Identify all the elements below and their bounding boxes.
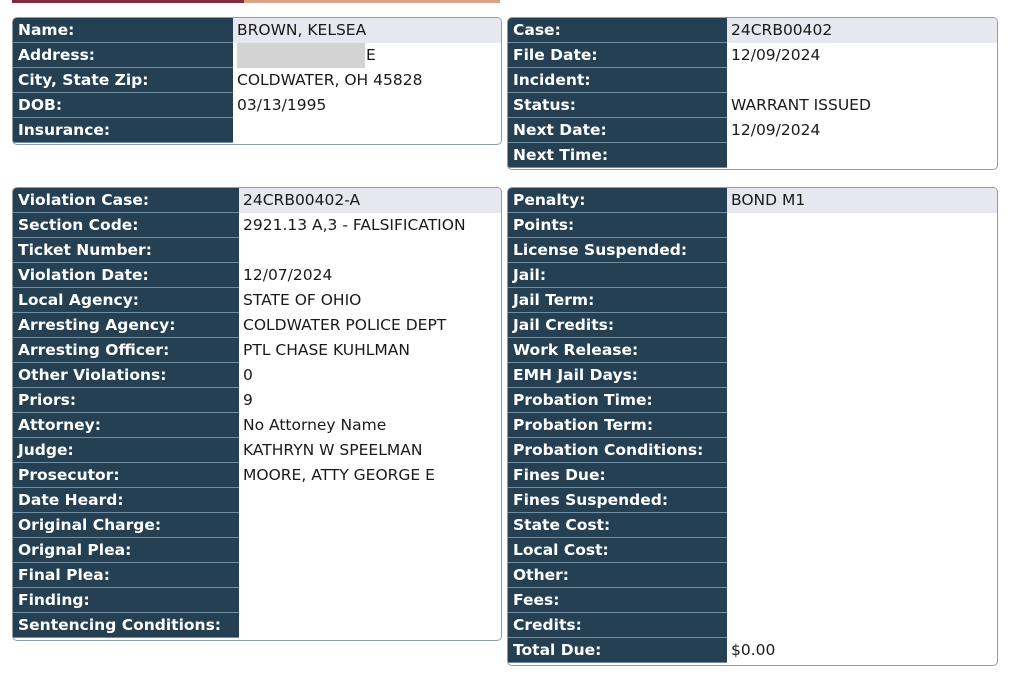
incident-row	[508, 68, 997, 93]
violation-row	[13, 388, 501, 413]
penalty-field-value	[727, 588, 997, 613]
case-info-panel	[507, 17, 998, 170]
total-due-label: Total Due:	[508, 638, 727, 663]
penalty-field-value	[727, 463, 997, 488]
penalty-row	[508, 213, 997, 238]
violation-row	[13, 263, 501, 288]
violation-field-value	[239, 238, 501, 263]
violation-field-value: STATE OF OHIO	[243, 291, 362, 309]
violation-field-label: Arresting Agency:	[13, 313, 239, 338]
penalty-field-label: Probation Conditions:	[508, 438, 727, 463]
penalty-field-label: Probation Term:	[508, 413, 727, 438]
status-label: Status:	[508, 93, 727, 118]
case-row	[508, 18, 997, 43]
violation-field-label: Ticket Number:	[13, 238, 239, 263]
penalty-row	[508, 463, 997, 488]
violation-field-label: Attorney:	[13, 413, 239, 438]
penalty-row	[508, 338, 997, 363]
violation-field-value: PTL CHASE KUHLMAN	[243, 341, 410, 359]
penalty-field-value	[727, 413, 997, 438]
violation-field-value: 24CRB00402-A	[239, 188, 501, 213]
city-state-zip-value: COLDWATER, OH 45828	[237, 71, 423, 89]
address-value	[233, 43, 501, 68]
violation-field-value: 12/07/2024	[243, 266, 333, 284]
penalty-field-value	[727, 513, 997, 538]
violation-row	[13, 288, 501, 313]
violation-field-value	[239, 613, 501, 638]
penalty-field-label: Penalty:	[508, 188, 727, 213]
city-state-zip-label: City, State Zip:	[13, 68, 233, 93]
penalty-row	[508, 413, 997, 438]
violation-field-value: 2921.13 A,3 - FALSIFICATION	[243, 216, 466, 234]
violation-field-label: Violation Case:	[13, 188, 239, 213]
penalty-field-label: Credits:	[508, 613, 727, 638]
violation-field-value: MOORE, ATTY GEORGE E	[243, 466, 435, 484]
violation-field-label: Sentencing Conditions:	[13, 613, 239, 638]
penalty-row	[508, 563, 997, 588]
violation-field-value	[239, 588, 501, 613]
name-label: Name:	[13, 18, 233, 43]
violation-row	[13, 563, 501, 588]
violation-row	[13, 238, 501, 263]
violation-row	[13, 438, 501, 463]
violation-field-value: KATHRYN W SPEELMAN	[243, 441, 423, 459]
penalty-field-label: Local Cost:	[508, 538, 727, 563]
violation-row	[13, 463, 501, 488]
penalty-row	[508, 488, 997, 513]
next-date-label: Next Date:	[508, 118, 727, 143]
violation-field-label: Violation Date:	[13, 263, 239, 288]
violation-row	[13, 338, 501, 363]
penalty-field-value	[727, 363, 997, 388]
top-decorative-strip	[12, 0, 500, 3]
status-row	[508, 93, 997, 118]
penalty-row	[508, 288, 997, 313]
penalty-row	[508, 538, 997, 563]
penalty-row	[508, 388, 997, 413]
file-date-row	[508, 43, 997, 68]
address-row	[13, 43, 501, 68]
violation-field-value	[239, 563, 501, 588]
violation-field-value: 9	[243, 391, 253, 409]
penalty-field-label: Fines Suspended:	[508, 488, 727, 513]
penalty-field-label: Work Release:	[508, 338, 727, 363]
case-label: Case:	[508, 18, 727, 43]
violation-row	[13, 313, 501, 338]
violation-row	[13, 613, 501, 638]
penalty-field-label: Probation Time:	[508, 388, 727, 413]
penalty-row	[508, 438, 997, 463]
violation-field-value	[239, 488, 501, 513]
penalty-field-label: State Cost:	[508, 513, 727, 538]
total-due-value: $0.00	[731, 641, 776, 659]
violation-row	[13, 538, 501, 563]
violation-details-panel	[12, 187, 502, 641]
file-date-value: 12/09/2024	[731, 46, 821, 64]
next-time-row	[508, 143, 997, 168]
address-visible-fragment: E	[366, 46, 376, 64]
penalty-field-label: License Suspended:	[508, 238, 727, 263]
violation-field-value	[239, 538, 501, 563]
next-date-row	[508, 118, 997, 143]
penalty-row	[508, 238, 997, 263]
violation-field-value: COLDWATER POLICE DEPT	[243, 316, 447, 334]
penalty-field-value	[727, 213, 997, 238]
penalty-field-label: EMH Jail Days:	[508, 363, 727, 388]
name-row	[13, 18, 501, 43]
violation-field-label: Other Violations:	[13, 363, 239, 388]
next-time-label: Next Time:	[508, 143, 727, 168]
violation-row	[13, 413, 501, 438]
penalty-field-value: BOND M1	[727, 188, 997, 213]
penalty-field-value	[727, 563, 997, 588]
penalty-row	[508, 263, 997, 288]
penalty-row	[508, 363, 997, 388]
violation-field-label: Judge:	[13, 438, 239, 463]
penalty-row	[508, 613, 997, 638]
name-value: BROWN, KELSEA	[233, 18, 501, 43]
violation-row	[13, 588, 501, 613]
insurance-value	[233, 118, 501, 143]
violation-field-value	[239, 513, 501, 538]
insurance-row	[13, 118, 501, 143]
dob-label: DOB:	[13, 93, 233, 118]
penalty-field-value	[727, 238, 997, 263]
next-date-value: 12/09/2024	[731, 121, 821, 139]
penalty-field-label: Other:	[508, 563, 727, 588]
penalty-field-value	[727, 613, 997, 638]
insurance-label: Insurance:	[13, 118, 233, 143]
violation-field-label: Final Plea:	[13, 563, 239, 588]
next-time-value	[727, 143, 997, 168]
address-redaction	[237, 43, 365, 68]
violation-field-label: Finding:	[13, 588, 239, 613]
violation-row	[13, 513, 501, 538]
violation-field-label: Local Agency:	[13, 288, 239, 313]
violation-field-label: Section Code:	[13, 213, 239, 238]
incident-label: Incident:	[508, 68, 727, 93]
penalty-row	[508, 513, 997, 538]
violation-field-value: 0	[243, 366, 253, 384]
penalty-row	[508, 638, 997, 663]
penalty-field-label: Fees:	[508, 588, 727, 613]
penalty-field-label: Jail Term:	[508, 288, 727, 313]
penalty-details-panel	[507, 187, 998, 666]
violation-row	[13, 488, 501, 513]
violation-field-label: Orignal Plea:	[13, 538, 239, 563]
violation-field-label: Arresting Officer:	[13, 338, 239, 363]
violation-field-label: Original Charge:	[13, 513, 239, 538]
penalty-field-label: Fines Due:	[508, 463, 727, 488]
city-state-zip-row	[13, 68, 501, 93]
violation-field-label: Prosecutor:	[13, 463, 239, 488]
file-date-label: File Date:	[508, 43, 727, 68]
penalty-row	[508, 588, 997, 613]
penalty-field-value	[727, 488, 997, 513]
penalty-field-label: Jail Credits:	[508, 313, 727, 338]
penalty-field-value	[727, 438, 997, 463]
dob-value: 03/13/1995	[237, 96, 327, 114]
penalty-field-value	[727, 263, 997, 288]
penalty-field-label: Points:	[508, 213, 727, 238]
penalty-field-value	[727, 338, 997, 363]
address-label: Address:	[13, 43, 233, 68]
violation-row	[13, 363, 501, 388]
penalty-field-value	[727, 388, 997, 413]
violation-field-value: No Attorney Name	[243, 416, 387, 434]
violation-row	[13, 188, 501, 213]
penalty-row	[508, 188, 997, 213]
violation-field-label: Date Heard:	[13, 488, 239, 513]
penalty-field-value	[727, 313, 997, 338]
case-number-value: 24CRB00402	[727, 18, 997, 43]
dob-row	[13, 93, 501, 118]
status-value: WARRANT ISSUED	[731, 96, 871, 114]
violation-field-label: Priors:	[13, 388, 239, 413]
penalty-row	[508, 313, 997, 338]
top-strip-accent	[12, 0, 244, 3]
incident-value	[727, 68, 997, 93]
violation-row	[13, 213, 501, 238]
penalty-field-label: Jail:	[508, 263, 727, 288]
penalty-field-value	[727, 538, 997, 563]
penalty-field-value	[727, 288, 997, 313]
defendant-info-panel	[12, 17, 502, 145]
